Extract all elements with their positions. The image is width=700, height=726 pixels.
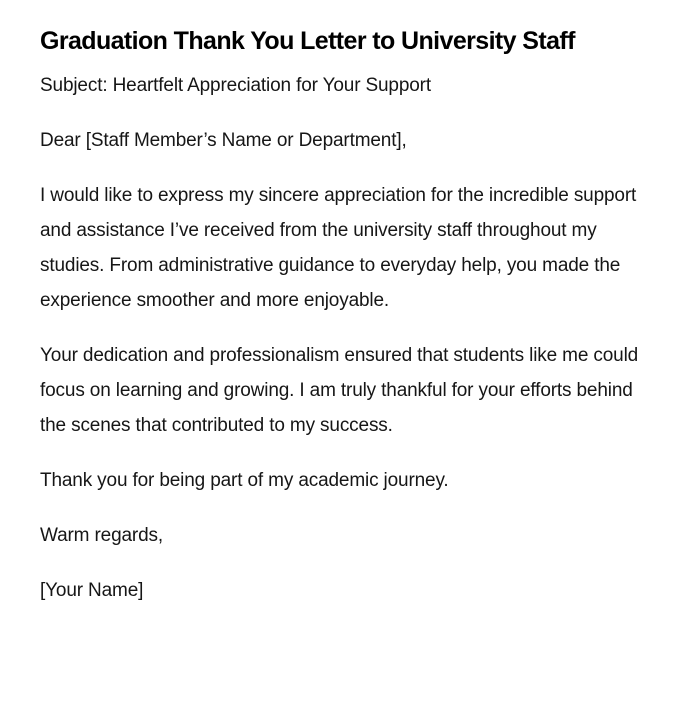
body-paragraph-1: I would like to express my sincere appreciation for the incredible support and assistance I’ve received from the university staff throughout my studies. From administrative guidance to everyday help, you made the experience smoother and more enjoyable. [40, 185, 637, 311]
body-paragraph-3: Thank you for being part of my academic journey. [40, 470, 449, 491]
letter-title: Graduation Thank You Letter to University Staff [40, 27, 575, 55]
body-paragraph-2: Your dedication and professionalism ensured that students like me could focus on learning and growing. I am truly thankful for your efforts behind the scenes that contributed to my success. [40, 345, 639, 436]
subject-line: Subject: Heartfelt Appreciation for Your Support [40, 75, 431, 96]
signature: [Your Name] [40, 580, 144, 601]
salutation: Dear [Staff Member’s Name or Department], [40, 130, 407, 151]
closing: Warm regards, [40, 525, 163, 546]
